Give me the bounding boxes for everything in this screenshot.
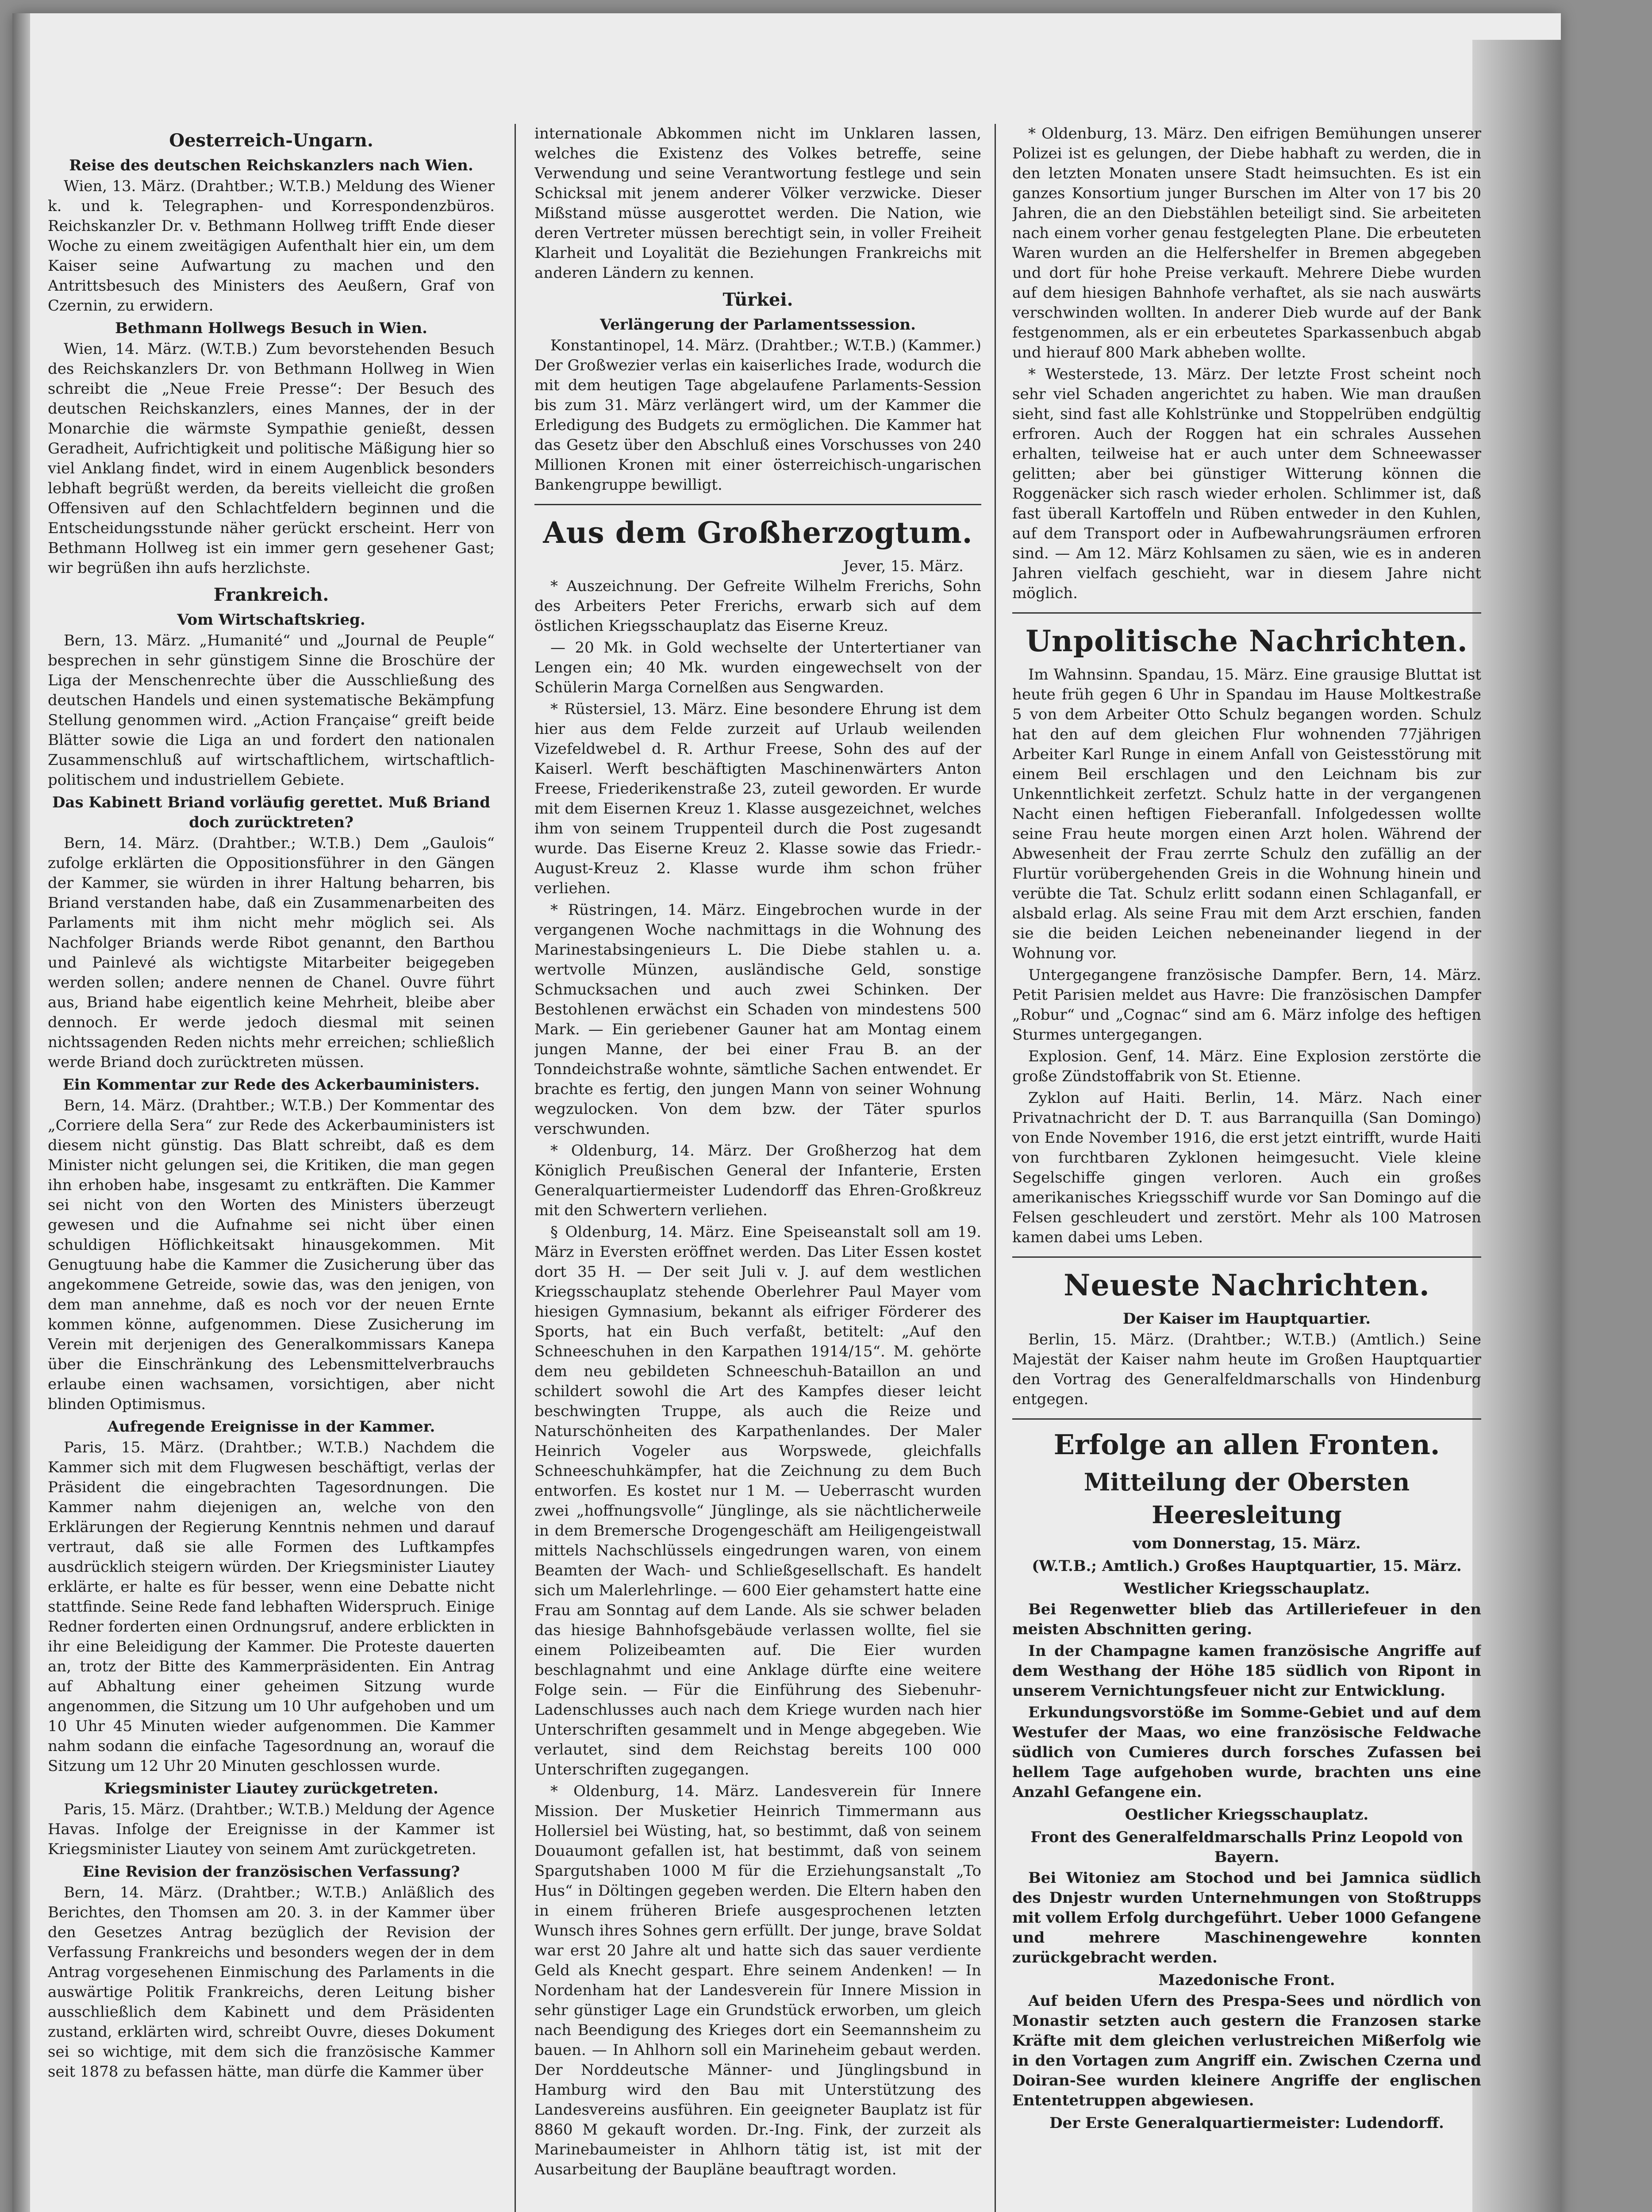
article-text: * Westerstede, 13. März. Der letzte Frost scheint noch sehr viel Schaden angerichtet zu haben. Wie man draußen sieht, sind fast alle Kohlstrünke und Stoppelrüben endgültig erfroren. Auch der Roggen hat ein schrales Aussehen erhalten, teilweise hat er auch unter dem Schneewasser gelitten; aber bei günstiger Witterung können die Roggenäcker sich rasch wieder erholen. Schlimmer ist, daß fast überall Kartoffeln und Rüben entweder in den Kuhlen, auf dem Transport oder in Aufbewahrungsräumen erfroren sind. — Am 12. März Kohlsamen zu säen, wie es in anderen Jahren vielfach geschieht, war in diesem Jahre nicht möglich.	[1012, 365, 1481, 602]
report-text: Auf beiden Ufern des Prespa-Sees und nördlich von Monastir setzten auch gestern die Franzosen starke Kräfte mit dem gleichen verlustreichen Mißerfolg wie in den Vortagen zum Angriff ein. Zwischen Czerna und Doiran-See wurden kleinere Angriffe der englischen Ententetruppen abgewiesen.	[1012, 1992, 1481, 2109]
front-heading: Oestlicher Kriegsschauplatz.	[1125, 1806, 1369, 1824]
article-text: * Oldenburg, 14. März. Der Großherzog hat dem Königlich Preußischen General der Infanterie, Ersten Generalquartiermeister Ludendorff das Ehren-Großkreuz mit den Schwertern verliehen.	[534, 1142, 981, 1219]
article-text: * Rüstringen, 14. März. Eingebrochen wurde in der vergangenen Woche nachmittags in die Wohnung des Marinestabsingenieurs L. Die Diebe stahlen u. a. wertvolle Münzen, ausländische Geld, sonstige Schmucksachen und auch zwei Schinken. Der Bestohlenen erwächst ein Schaden von mindestens 500 Mark. — Ein geriebener Gauner hat am Montag einem jungen Manne, der bei einer Frau B. an der Tonndeichstraße wohnte, sämtliche Sachen entwendet. Er brachte es fertig, den jungen Mann von seiner Wohnung wegzulocken. Von dem bzw. der Täter spurlos verschwunden.	[534, 901, 981, 1138]
article-text: Zyklon auf Haiti. Berlin, 14. März. Nach einer Privatnachricht der D. T. aus Barranquilla (San Domingo) von Ende November 1916, die erst jetzt eintrifft, wurde Haiti von furchtbaren Zyklonen heimgesucht. Viele kleine Segelschiffe gingen verloren. Auch ein großes amerikanisches Kriegsschiff wurde vor San Domingo auf die Felsen geschleudert und zerstört. Mehr als 100 Matrosen kamen dabei ums Leben.	[1012, 1089, 1481, 1246]
article-heading: Das Kabinett Briand vorläufig gerettet. Muß Briand doch zurücktreten?	[52, 794, 491, 831]
front-subheading: Front des Generalfeldmarschalls Prinz Leopold von Bayern.	[1030, 1828, 1463, 1866]
article-text: * Auszeichnung. Der Gefreite Wilhelm Frerichs, Sohn des Arbeiters Peter Frerichs, erwarb sich auf dem östlichen Kriegsschauplatz das Eiserne Kreuz.	[534, 577, 981, 635]
article-text: Berlin, 15. März. (Drahtber.; W.T.B.) (Amtlich.) Seine Majestät der Kaiser nahm heute im Großen Hauptquartier den Vortrag des Generalfeldmarschalls von Hindenburg entgegen.	[1012, 1331, 1481, 1408]
report-source: (W.T.B.; Amtlich.) Großes Hauptquartier, 15. März.	[1032, 1557, 1462, 1575]
article-heading: Der Kaiser im Hauptquartier.	[1122, 1310, 1371, 1328]
article-text: Wien, 14. März. (W.T.B.) Zum bevorstehenden Besuch des Reichskanzlers Dr. von Bethmann Hollweg in Wien schreibt die „Neue Freie Presse“: Der Besuch des deutschen Reichskanzlers, eines Mannes, der in der Monarchie die wärmste Sympathie genießt, dessen Geradheit, Aufrichtigkeit und politische Mäßigung hier so viel Anklang findet, wird in einem Augenblick besonders lebhaft begrüßt werden, da bereits vielleicht die großen Offensiven auf den Schlachtfeldern beginnen und die Entscheidungsstunde näher gerückt erscheint. Herr von Bethmann Hollweg ist ein immer gern gesehener Gast; wir begrüßen ihn aufs herzlichste.	[48, 340, 495, 577]
page-binding	[12, 13, 30, 2212]
headline: Mitteilung der Obersten Heeresleitung	[1083, 1468, 1410, 1529]
column-3	[1012, 124, 1481, 2212]
report-text: Erkundungsvorstöße im Somme-Gebiet und auf dem Westufer der Maas, wo eine französische Feldwache südlich von Cumieres durch forsches Zufassen bei hellem Tage aufgehoben wurde, brachten uns eine Anzahl Gefangene ein.	[1012, 1704, 1481, 1801]
article-heading: Ein Kommentar zur Rede des Ackerbauministers.	[62, 1076, 480, 1094]
dateline: Jever, 15. März.	[843, 557, 964, 575]
article-text: Bern, 14. März. (Drahtber.; W.T.B.) Dem „Gaulois“ zufolge erklärten die Oppositionsführer in den Gängen der Kammer, sie würden in ihrer Haltung beharren, bis Briand verstanden habe, daß ein Zusammenarbeiten des Parlaments mit ihm nicht mehr möglich sei. Als Nachfolger Briands werde Ribot genannt, den Barthou und Painlevé als wichtigste Mitarbeiter beigegeben werden sollen; andere nennen de Chanel. Ouvre führt aus, Briand habe eigentlich keine Mehrheit, bleibe aber dennoch. Er werde jedoch diesmal mit seinen nichtssagenden Reden nichts mehr erreichen; schließlich werde Briand doch zurücktreten müssen.	[48, 834, 495, 1071]
report-text: In der Champagne kamen französische Angriffe auf dem Westhang der Höhe 185 südlich von Ripont in unserem Vernichtungsfeuer nicht zur Entwicklung.	[1012, 1642, 1481, 1700]
article-text: * Oldenburg, 13. März. Den eifrigen Bemühungen unserer Polizei ist es gelungen, der Diebe habhaft zu werden, die in den letzten Monaten unsere Stadt heimsuchten. Es ist ein ganzes Konsortium junger Burschen im Alter von 17 bis 20 Jahren, die an den Diebstählen beteiligt sind. Sie arbeiteten nach einem vorher genau festgelegten Plane. Die erbeuteten Waren wurden an die Helfershelfer in Bremen abgegeben und dort für hohe Preise verkauft. Mehrere Diebe wurden auf dem hiesigen Bahnhofe verhaftet, als sie nach auswärts verschwinden wollten. In anderer Dieb wurde auf der Bank festgenommen, als er ein erbeutetes Sparkassenbuch abgab und hierauf 800 Mark abheben wollte.	[1012, 125, 1481, 361]
headline: Erfolge an allen Fronten.	[1053, 1429, 1440, 1461]
report-date: vom Donnerstag, 15. März.	[1133, 1535, 1361, 1552]
department-heading: Neueste Nachrichten.	[1064, 1268, 1430, 1302]
article-text: Paris, 15. März. (Drahtber.; W.T.B.) Nachdem die Kammer sich mit dem Flugwesen beschäftigt, verlas der Präsident die eingebrachten Tagesordnungen. Die Kammer nahm diejenigen an, welche von den Erklärungen der Regierung Kenntnis nehmen und darauf vertraut, daß sie alle Formen des Luftkampfes ausdrücklich steigern würden. Der Kriegsminister Liautey erklärte, er halte es für besser, wenn eine Debatte nicht stattfinde. Seine Rede fand lebhaften Widerspruch. Einige Redner forderten einen Ordnungsruf, andere erblickten in ihr eine Beleidigung der Kammer. Die Proteste dauerten an, trotz der Bitte des Kammerpräsidenten. Ein Antrag auf Abhaltung einer geheimen Sitzung wurde angenommen, die Sitzung um 10 Uhr aufgehoben und um 10 Uhr 45 Minuten wieder aufgenommen. Die Kammer nahm sodann die einfache Tagesordnung an, worauf die Sitzung um 12 Uhr 20 Minuten geschlossen wurde.	[48, 1439, 495, 1775]
divider	[1012, 1418, 1481, 1420]
article-text: internationale Abkommen nicht im Unklaren lassen, welches die Existenz des Volkes betreffe, seine Verwendung und seine Verantwortung festlege und sein Schicksal mit jenem anderer Völker verzwicke. Dieser Mißstand müsse ausgerottet werden. Die Nation, wie deren Vertreter müssen berechtigt sein, in voller Freiheit Klarheit und Loyalität die Beziehungen Frankreichs mit anderen Ländern zu kennen.	[534, 125, 981, 282]
article-text: — 20 Mk. in Gold wechselte der Untertertianer van Lengen ein; 40 Mk. wurden eingewechselt von der Schülerin Marga Cornelßen aus Sengwarden.	[534, 639, 981, 696]
front-heading: Mazedonische Front.	[1158, 1971, 1335, 1989]
article-text: Untergegangene französische Dampfer. Bern, 14. März. Petit Parisien meldet aus Havre: Die französischen Dampfer „Robur“ und „Cognac“ sind am 6. März infolge des heftigen Sturmes untergegangen.	[1012, 966, 1481, 1044]
page-edge	[1472, 40, 1561, 2212]
section-heading: Türkei.	[722, 289, 793, 310]
article-heading: Vom Wirtschaftskrieg.	[177, 611, 365, 629]
article-text: Bern, 14. März. (Drahtber.; W.T.B.) Der Kommentar des „Corriere della Sera“ zur Rede des Ackerbauministers ist diesem nicht günstig. Das Blatt schreibt, daß es dem Minister nicht gelungen sei, die Kritiken, die man gegen ihn erhoben habe, insgesamt zu entkräften. Die Kammer sei nicht von den Worten des Ministers überzeugt gewesen und die Aufnahme sei nicht über einen schuldigen Höflichkeitsakt hinausgekommen. Mit Genugtuung habe die Kammer die Zusicherung über das angekommene Getreide, sowie das, was den jenigen, von dem man annehme, daß es noch vor der neuen Ernte kommen könne, aufgenommen. Diese Zusicherung im Verein mit derjenigen des Generalkommissars Kanepa über die Einschränkung des Lebensmittelverbrauchs erlaube einen wachsamen, vorsichtigen, aber nicht blinden Optimismus.	[48, 1097, 495, 1413]
column-2	[534, 124, 981, 2212]
article-text: § Oldenburg, 14. März. Eine Speiseanstalt soll am 19. März in Eversten eröffnet werden. Das Liter Essen kostet dort 35 H. — Der seit Juli v. J. auf dem westlichen Kriegsschauplatz stehende Oberlehrer Paul Mayer vom hiesigen Gymnasium, bekannt als eifriger Förderer des Sports, hat ein Buch verfaßt, betitelt: „Auf den Schneeschuhen in den Karpathen 1914/15“. M. gehörte dem neu gebildeten Schneeschuh-Bataillon an und schildert sowohl die Art des Kampfes dieser leicht beschwingten Truppe, als auch die Reize und Naturschönheiten des Karpathenlandes. Der Maler Heinrich Vogeler aus Worpswede, gleichfalls Schneeschuhkämpfer, hat die Zeichnung zu dem Buch entworfen. Es kostet nur 1 M. — Ueberrascht wurden zwei „hoffnungsvolle“ Jünglinge, als sie nächtlicherweile in dem Bremersche Drogengeschäft am Heiligengeistwall mittels Nachschlüssels eingedrungen waren, von einem Beamten der Wach- und Schließgesellschaft. Es handelt sich um Malerlehrlinge. — 600 Eier gehamstert hatte eine Frau am Sonntag auf dem Lande. Als sie schwer beladen das hiesige Bahnhofsgebäude verlassen wollte, fiel sie einem Polizeibeamten auf. Die Eier wurden beschlagnahmt und eine Anklage dürfte eine weitere Folge sein. — Für die Einführung des Siebenuhr-Ladenschlusses auch nach dem Kriege wurden nach hier Unterschriften gesammelt und in Menge abgegeben. Wie verlautet, sind dem Reichstag bereits 100 000 Unterschriften zugegangen.	[534, 1223, 981, 1778]
report-text: Bei Witoniez am Stochod und bei Jamnica südlich des Dnjestr wurden Unternehmungen von Stoßtrupps mit vollem Erfolg durchgeführt. Ueber 1000 Gefangene und mehrere Maschinengewehre konnten zurückgebracht werden.	[1012, 1869, 1481, 1966]
article-text: Im Wahnsinn. Spandau, 15. März. Eine grausige Bluttat ist heute früh gegen 6 Uhr in Spandau im Hause Moltkestraße 5 von dem Arbeiter Otto Schulz begangen worden. Schulz hat den auf dem gleichen Flur wohnenden 77jährigen Arbeiter Karl Runge in einem Anfall von Geistesstörung mit einem Beil erschlagen und den Leichnam bis zur Unkenntlichkeit zerfetzt. Schulz hatte in der vergangenen Nacht einen heftigen Fieberanfall. Infolgedessen wollte seine Frau heute morgen einen Arzt holen. Während der Abwesenheit der Frau zerrte Schulz den zufällig an der Flurtür vorübergehenden Greis in die Wohnung hinein und verübte die Tat. Schulz erlitt sodann einen Schlaganfall, er alsbald erlag. Als seine Frau mit dem Arzt erschien, fanden sie die beiden Leichen nebeneinander liegend in der Wohnung vor.	[1012, 666, 1481, 962]
department-heading: Unpolitische Nachrichten.	[1026, 624, 1468, 658]
article-heading: Eine Revision der französischen Verfassung?	[82, 1863, 460, 1881]
divider	[1012, 1256, 1481, 1258]
article-text: Explosion. Genf, 14. März. Eine Explosion zerstörte die große Zündstoffabrik von St. Etienne.	[1012, 1048, 1481, 1085]
column-1	[48, 124, 495, 2212]
column-rule	[995, 124, 996, 2212]
report-text: Bei Regenwetter blieb das Artilleriefeuer in den meisten Abschnitten gering.	[1012, 1601, 1481, 1638]
column-rule	[515, 124, 516, 2212]
newspaper-page	[12, 13, 1561, 2212]
divider	[1012, 612, 1481, 614]
article-text: Bern, 13. März. „Humanité“ und „Journal de Peuple“ besprechen in sehr günstigem Sinne die Broschüre der Liga der Menschenrechte über die Ausschließung des deutschen Handels und einen systematische Bekämpfung Stellung genommen wird. „Action Française“ greift beide Blätter sowie die Liga an und fordert den nationalen Zusammenschluß auf wirtschaftlichem, wirtschaftlich-politischem und industriellem Gebiete.	[48, 632, 495, 789]
section-heading: Frankreich.	[213, 584, 329, 605]
article-text: Bern, 14. März. (Drahtber.; W.T.B.) Anläßlich des Berichtes, den Thomsen am 20. 3. in der Kammer über den Gesetzes Antrag bezüglich der Revision der Verfassung Frankreichs und besonders wegen der in dem Antrag vorgesehenen Einmischung des Parlaments in die auswärtige Politik Frankreichs, deren Leitung bisher ausschließlich dem Kabinett und dem Präsidenten zustand, erklärten wird, schreibt Ouvre, dieses Dokument sei so wichtige, mit dem sich die französische Kammer seit 1878 zu befassen hätte, man dürfe die Kammer über	[48, 1884, 495, 2081]
article-text: Wien, 13. März. (Drahtber.; W.T.B.) Meldung des Wiener k. und k. Telegraphen- und Korrespondenzbüros. Reichskanzler Dr. v. Bethmann Hollweg trifft Ende dieser Woche zu einem zweitägigen Aufenthalt hier ein, um dem Kaiser seine Aufwartung zu machen und den Antrittsbesuch des Ministers des Aeußern, Graf von Czernin, zu erwidern.	[48, 177, 495, 315]
article-text: * Rüstersiel, 13. März. Eine besondere Ehrung ist dem hier aus dem Felde zurzeit auf Urlaub weilenden Vizefeldwebel d. R. Arthur Freese, Sohn des auf der Kaiserl. Werft beschäftigten Maschinenwärters Anton Freese, Friederikenstraße 23, zuteil geworden. Er wurde mit dem Eisernen Kreuz 1. Klasse ausgezeichnet, welches ihm von seinem Truppenteil durch die Post zugesandt wurde. Das Eiserne Kreuz 2. Klasse sowie das Friedr.-August-Kreuz 2. Klasse wurde ihm schon früher verliehen.	[534, 700, 981, 897]
section-heading: Oesterreich-Ungarn.	[169, 130, 373, 151]
department-heading: Aus dem Großherzogtum.	[543, 515, 973, 550]
divider	[534, 504, 981, 505]
article-text: * Oldenburg, 14. März. Landesverein für Innere Mission. Der Musketier Heinrich Timmermann aus Hollersiel bei Wüsting, hat, so bestimmt, daß von seinem Douaumont gefallen ist, hat bestimmt, daß von seinem Spargutshaben 1000 M für die Erziehungsanstalt „To Hus“ in Döltingen gegeben werden. Die Eltern haben den in einem früheren Briefe ausgesprochenen letzten Wunsch ihres Sohnes gern erfüllt. Der junge, brave Soldat war erst 20 Jahre alt und hatte sich das sauer verdiente Geld als Knecht gespart. Ehre seinem Andenken! — In Nordenham hat der Landesverein für Innere Mission in sehr günstiger Lage ein Grundstück erworben, um gleich nach Beendigung des Krieges dort ein Seemannsheim zu bauen. — In Ahlhorn soll ein Marineheim gebaut werden. Der Norddeutsche Männer- und Jünglingsbund in Hamburg wird den Bau mit Unterstützung des Landesvereins ausführen. Ein geeigneter Bauplatz ist für 8860 M gekauft worden. Dr.-Ing. Fink, der zurzeit als Marinebaumeister in Ahlhorn tätig ist, ist mit der Ausarbeitung der Baupläne beauftragt worden.	[534, 1782, 981, 2178]
article-heading: Reise des deutschen Reichskanzlers nach Wien.	[69, 157, 473, 174]
article-heading: Kriegsminister Liautey zurückgetreten.	[104, 1780, 438, 1797]
article-text: Paris, 15. März. (Drahtber.; W.T.B.) Meldung der Agence Havas. Infolge der Ereignisse in der Kammer ist Kriegsminister Liautey von seinem Amt zurückgetreten.	[48, 1801, 495, 1858]
article-heading: Verlängerung der Parlamentssession.	[600, 316, 916, 334]
signature: Der Erste Generalquartiermeister: Ludendorff.	[1049, 2114, 1444, 2132]
article-text: Konstantinopel, 14. März. (Drahtber.; W.T.B.) (Kammer.) Der Großwezier verlas ein kaiserliches Irade, wodurch die mit dem heutigen Tage abgelaufene Parlaments-Session bis zum 31. März verlängert wird, um der Kammer die Erledigung des Budgets zu ermöglichen. Die Kammer hat das Gesetz über den Abschluß eines Vorschusses von 240 Millionen Kronen mit einer österreichisch-ungarischen Bankengruppe bewilligt.	[534, 337, 981, 494]
article-heading: Bethmann Hollwegs Besuch in Wien.	[115, 319, 427, 337]
front-heading: Westlicher Kriegsschauplatz.	[1123, 1580, 1370, 1598]
article-heading: Aufregende Ereignisse in der Kammer.	[107, 1418, 435, 1436]
